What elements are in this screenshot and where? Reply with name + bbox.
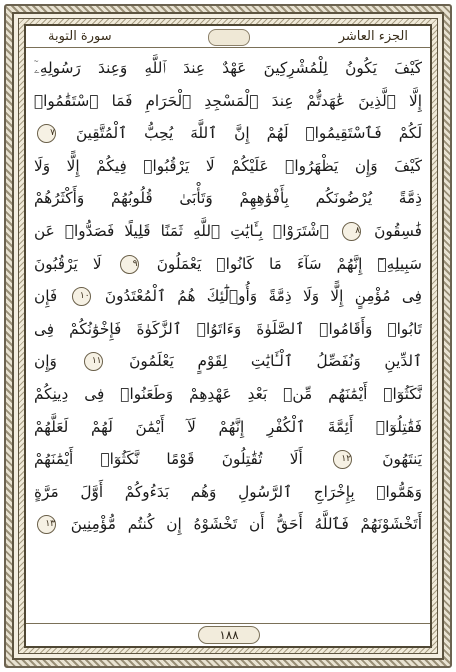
text-line: [34, 248, 422, 281]
verse-text: فِى مُؤْمِنٍ إِلًّا وَلَا ذِمَّةً وَأُو۟لَٰٓئِكَ هُمُ ٱلْمُعْتَدُونَ: [104, 287, 422, 306]
surah-name: سورة التوبة: [48, 29, 112, 44]
verse-text: ٱشْتَرَوْا۟ بِـَٔايَٰتِ ٱللَّهِ ثَمَنًا قَلِيلًا فَصَدُّوا۟ عَن: [34, 221, 329, 240]
verse-text: كَيْفَ وَإِن يَظْهَرُوا۟ عَلَيْكُمْ لَا يَرْقُبُوا۟ فِيكُمْ إِلًّا وَلَا: [34, 156, 422, 175]
text-line: [34, 150, 422, 183]
verse-text: يَنتَهُونَ: [382, 450, 422, 469]
quran-text: [34, 52, 422, 541]
text-line: [34, 117, 422, 150]
verse-text: سَبِيلِهِۦٓ إِنَّهُمْ سَآءَ مَا كَانُوا۟ يَعْمَلُونَ: [156, 254, 422, 273]
verse-text: فَقَٰتِلُوٓا۟ أَئِمَّةَ ٱلْكُفْرِ إِنَّهُمْ لَآ أَيْمَٰنَ لَهُمْ لَعَلَّهُمْ: [34, 417, 422, 436]
text-line: [34, 378, 422, 411]
verse-text: نَّكَثُوٓا۟ أَيْمَٰنَهُم مِّنۢ بَعْدِ عَهْدِهِمْ وَطَعَنُوا۟ فِى دِينِكُمْ: [34, 384, 422, 403]
ayah-number-marker: ١٢: [333, 450, 352, 469]
ayah-number-marker: ١٣: [37, 515, 56, 534]
verse-text: كَيْفَ يَكُونُ لِلْمُشْرِكِينَ عَهْدٌ عِندَ ٱللَّهِ وَعِندَ رَسُولِهِۦٓ: [34, 59, 422, 77]
text-panel: [24, 24, 432, 648]
verse-text: وَإِن: [34, 352, 57, 371]
page-footer: [26, 623, 430, 646]
text-line: [34, 508, 422, 541]
verse-text: أَتَخْشَوْنَهُمْ فَٱللَّهُ أَحَقُّ أَن تَخْشَوْهُ إِن كُنتُم مُّؤْمِنِينَ: [70, 515, 422, 534]
verse-text: فَإِن: [34, 287, 58, 306]
verse-text: ذِمَّةً يُرْضُونَكُم بِأَفْوَٰهِهِمْ وَتَأْبَىٰ قُلُوبُهُمْ وَأَكْثَرُهُمْ: [34, 189, 422, 208]
ayah-number-marker: ١١: [84, 352, 103, 371]
ayah-number-marker: ١٠: [72, 287, 91, 306]
text-line: [34, 280, 422, 313]
text-line: [34, 85, 422, 118]
text-line: [34, 345, 422, 378]
verse-text: فَٰسِقُونَ: [374, 221, 422, 240]
ayah-number-marker: ٩: [120, 255, 139, 274]
page-number: ١٨٨: [198, 626, 260, 644]
verse-text: لَا يَرْقُبُونَ: [34, 254, 102, 273]
header-ornament: [208, 29, 250, 46]
verse-text: أَلَا تُقَٰتِلُونَ قَوْمًا نَّكَثُوٓا۟ أَيْمَٰنَهُمْ: [34, 450, 303, 469]
text-line: [34, 52, 422, 85]
verse-text: ٱلدِّينِ وَنُفَصِّلُ ٱلْـَٔايَٰتِ لِقَوْمٍ يَعْلَمُونَ: [129, 352, 422, 371]
text-line: [34, 313, 422, 346]
ayah-number-marker: ٧: [37, 124, 56, 143]
text-line: [34, 215, 422, 248]
verse-text: تَابُوا۟ وَأَقَامُوا۟ ٱلصَّلَوٰةَ وَءَاتَوُا۟ ٱلزَّكَوٰةَ فَإِخْوَٰنُكُمْ فِى: [34, 319, 422, 338]
text-line: [34, 443, 422, 476]
ayah-number-marker: ٨: [342, 222, 361, 241]
juz-name: الجزء العاشر: [338, 29, 408, 44]
verse-text: وَهَمُّوا۟ بِإِخْرَاجِ ٱلرَّسُولِ وَهُم بَدَءُوكُمْ أَوَّلَ مَرَّةٍ: [34, 482, 422, 501]
text-line: [34, 182, 422, 215]
verse-text: إِلَّا ٱلَّذِينَ عَٰهَدتُّمْ عِندَ ٱلْمَسْجِدِ ٱلْحَرَامِ فَمَا ٱسْتَقَٰمُوا۟: [34, 91, 422, 110]
text-line: [34, 476, 422, 509]
text-line: [34, 411, 422, 444]
verse-text: لَكُمْ فَٱسْتَقِيمُوا۟ لَهُمْ إِنَّ ٱللَّهَ يُحِبُّ ٱلْمُتَّقِينَ: [76, 124, 422, 143]
